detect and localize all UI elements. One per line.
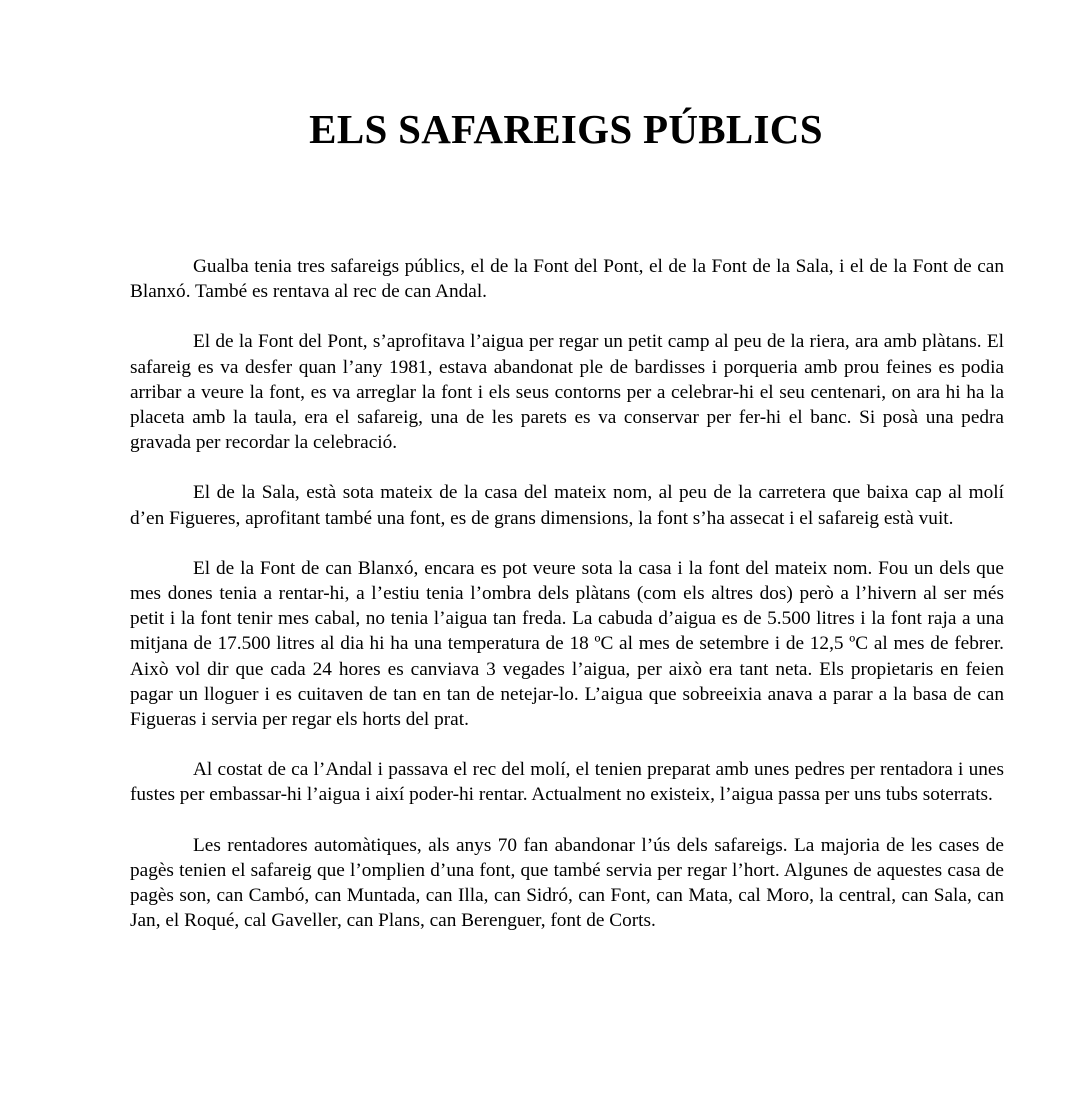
paragraph-intro: Gualba tenia tres safareigs públics, el de la Font del Pont, el de la Font de la Sala, i el de la Font de can Blanxó. També es rentava al rec de can Andal.: [130, 256, 1004, 303]
paragraph-can-andal: Al costat de ca l’Andal i passava el rec del molí, el tenien preparat amb unes pedres per rentadora i unes fustes per embassar-hi l’aigua i així poder-hi rentar. Actualment no existeix, l’aigua passa per uns tubs soterrats.: [130, 759, 1004, 806]
paragraph-rentadores: Les rentadores automàtiques, als anys 70 fan abandonar l’ús dels safareigs. La majoria de les cases de pagès tenien el safareig que l’omplien d’una font, que també servia per regar l’hort. Algunes de aquestes casa de pagès son, can Cambó, can Muntada, can Illa, can Sidró, can Font, can Mata, cal Moro, la central, can Sala, can Jan, el Roqué, cal Gaveller, can Plans, can Berenguer, font de Corts.: [130, 834, 1004, 932]
paragraph-can-blanxo: El de la Font de can Blanxó, encara es pot veure sota la casa i la font del mateix nom. Fou un dels que mes dones tenia a rentar-hi, a l’estiu tenia l’ombra dels plàtans (com els altres dos) però a l’hivern al ser més petit i la font tenir mes cabal, no tenia l’aigua tan freda. La cabuda d’aigua es de 5.500 litres i la font raja a una mitjana de 17.500 litres al dia hi ha una temperatura de 18 ºC al mes de setembre i de 12,5 ºC al mes de febrer. Això vol dir que cada 24 hores es canviava 3 vegades l’aigua, per això era tant neta. Els propietaris en feien pagar un lloguer i es cuitaven de tan en tan de netejar-lo. L’aigua que sobreeixia anava a parar a la basa de can Figueras i servia per regar els horts del prat.: [130, 557, 1004, 731]
paragraph-la-sala: El de la Sala, està sota mateix de la casa del mateix nom, al peu de la carretera que baixa cap al molí d’en Figueres, aprofitant també una font, es de grans dimensions, la font s’ha assecat i el safareig està vuit.: [130, 482, 1004, 529]
paragraph-font-del-pont: El de la Font del Pont, s’aprofitava l’aigua per regar un petit camp al peu de la riera, ara amb plàtans. El safareig es va desfer quan l’any 1981, estava abandonat ple de bardisses i porqueria amb prou feines es podia arribar a veure la font, es va arreglar la font i els seus contorns per a celebrar-hi el seu centenari, on ara hi ha la placeta amb la taula, era el safareig, una de les parets es va conservar per fer-hi el banc. Si posà una pedra gravada per recordar la celebració.: [130, 331, 1004, 454]
document-body: [130, 254, 1004, 958]
page-title: ELS SAFAREIGS PÚBLICS: [309, 106, 823, 152]
